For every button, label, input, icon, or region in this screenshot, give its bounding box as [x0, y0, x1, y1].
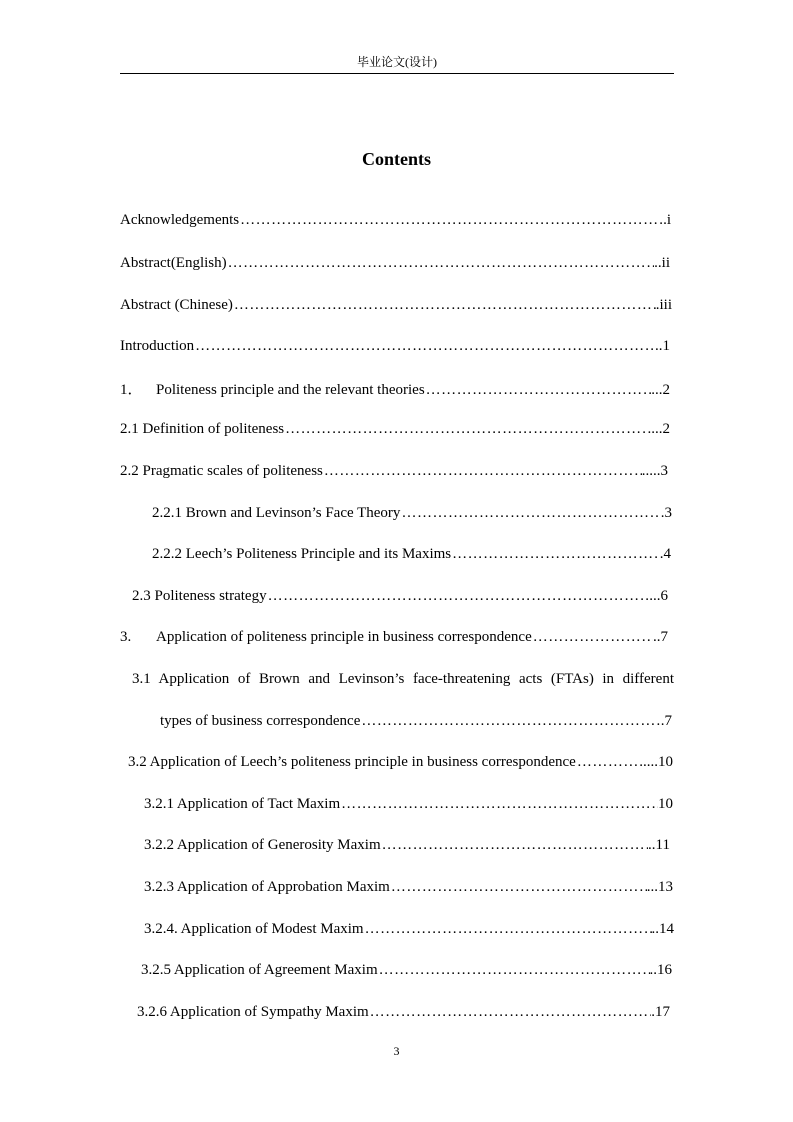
toc-leader [451, 544, 660, 564]
toc-page-number: ...13 [646, 879, 673, 895]
toc-leader [576, 752, 639, 772]
toc-leader [532, 627, 653, 647]
toc-leader [323, 461, 642, 481]
toc-entry-3-2-4[interactable] [144, 919, 674, 939]
toc-leader [400, 503, 660, 523]
toc-entry-title: Introduction [120, 338, 195, 354]
toc-leader [267, 586, 650, 606]
toc-entry-title: 3.2.1 Application of Tact Maxim [144, 796, 341, 812]
toc-page-number: ...2 [651, 382, 670, 398]
toc-page-number: .....3 [641, 463, 668, 479]
toc-entry-title: 3.2 Application of Leech’s politeness principle in business correspondence [128, 754, 576, 770]
toc-entry-title: types of business correspondence [160, 713, 361, 729]
toc-leader [239, 210, 663, 230]
toc-leader [360, 711, 660, 731]
toc-page-number: .17 [651, 1004, 670, 1020]
toc-entry-title: 2.1 Definition of politeness [120, 421, 285, 437]
toc-entry-2-3[interactable] [132, 586, 668, 606]
toc-entry-3-2-1[interactable] [144, 794, 673, 814]
toc-entry-number: 1． [120, 382, 143, 398]
toc-page-number: 10 [658, 796, 673, 812]
toc-page-number: .i [663, 212, 671, 228]
toc-entry-title: Acknowledgements [120, 212, 240, 228]
running-header: 毕业论文(设计) [357, 55, 437, 69]
toc-page-number: ..14 [651, 921, 674, 937]
toc-entry-introduction[interactable] [120, 336, 670, 356]
toc-entry-abstract-chinese[interactable] [120, 295, 672, 315]
toc-page-number: .7 [660, 713, 672, 729]
toc-page-number: ..11 [648, 837, 670, 853]
toc-entry-3-1-line-2[interactable] [160, 711, 672, 731]
toc-entry-chapter-1[interactable] [120, 380, 670, 400]
toc-entry-title: Application of politeness principle in business correspondence [156, 629, 532, 645]
page-title: Contents [361, 149, 431, 169]
toc-entry-title: Politeness principle and the relevant theories [156, 382, 425, 398]
toc-entry-2-1[interactable] [120, 419, 670, 439]
toc-entry-3-2-6[interactable] [137, 1002, 670, 1022]
toc-leader [369, 1002, 652, 1022]
toc-page-number: .4 [659, 546, 671, 562]
toc-entry-3-2-3[interactable] [144, 877, 673, 897]
toc-leader [381, 835, 648, 855]
toc-entry-2-2-2[interactable] [152, 544, 671, 564]
toc-entry-3-2-2[interactable] [144, 835, 670, 855]
toc-entry-abstract-english[interactable] [120, 253, 670, 273]
toc-entry-number: 3. [120, 629, 132, 645]
toc-entry-3-2[interactable] [128, 752, 673, 772]
toc-entry-title: 2.2.2 Leech’s Politeness Principle and its Maxims [152, 546, 452, 562]
toc-entry-title: Abstract(English) [120, 255, 227, 271]
toc-entry-2-2-1[interactable] [152, 503, 672, 523]
toc-page-number: ..ii [654, 255, 670, 271]
toc-entry-3-1-line-1[interactable]: 3.1 Application of Brown and Levinson’s face-threatening acts (FTAs) in different [132, 671, 674, 687]
toc-entry-acknowledgements[interactable] [120, 210, 671, 230]
toc-entry-2-2[interactable] [120, 461, 668, 481]
toc-page-number: ....2 [647, 421, 670, 437]
toc-leader [284, 419, 647, 439]
toc-entry-title: 3.2.2 Application of Generosity Maxim [144, 837, 381, 853]
toc-leader [227, 253, 655, 273]
toc-page-number: .iii [655, 297, 672, 313]
toc-page-number: .....10 [639, 754, 673, 770]
toc-entry-title: 2.2 Pragmatic scales of politeness [120, 463, 323, 479]
page-number: 3 [393, 1044, 400, 1058]
toc-leader [233, 295, 656, 315]
toc-entry-title: 2.3 Politeness strategy [132, 588, 267, 604]
toc-leader [425, 380, 652, 400]
toc-leader [378, 960, 650, 980]
toc-leader [194, 336, 655, 356]
toc-page-number: ..7 [653, 629, 668, 645]
toc-page-number: .3 [660, 505, 672, 521]
toc-entry-title: 2.2.1 Brown and Levinson’s Face Theory [152, 505, 401, 521]
toc-page-number: ..1 [655, 338, 670, 354]
toc-leader [364, 919, 652, 939]
toc-entry-title: 3.2.6 Application of Sympathy Maxim [137, 1004, 369, 1020]
toc-entry-title: Abstract (Chinese) [120, 297, 233, 313]
toc-entry-title: 3.2.5 Application of Agreement Maxim [141, 962, 378, 978]
toc-page-number: ...6 [649, 588, 668, 604]
toc-entry-title: 3.2.4. Application of Modest Maxim [144, 921, 364, 937]
toc-entry-3-2-5[interactable] [141, 960, 672, 980]
toc-entry-chapter-3[interactable] [120, 627, 668, 647]
toc-leader [340, 794, 658, 814]
toc-leader [390, 877, 647, 897]
toc-entry-title: 3.2.3 Application of Approbation Maxim [144, 879, 390, 895]
toc-page-number: ..16 [649, 962, 672, 978]
